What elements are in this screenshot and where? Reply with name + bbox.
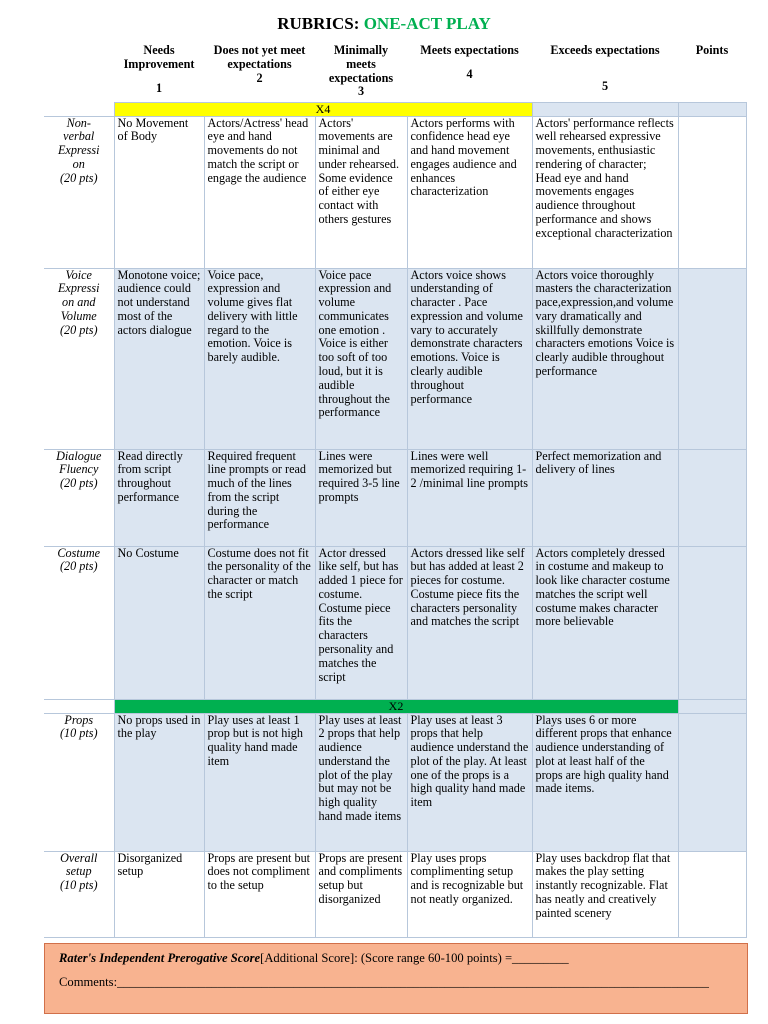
rater-score-box (44, 943, 748, 1014)
criterion-row (44, 713, 746, 851)
descriptor-cell: Read directly from script throughout performance (114, 449, 204, 546)
descriptor-cell: No props used in the play (114, 713, 204, 851)
descriptor-cell: Play uses at least 3 props that help audience understand the plot of the play. At least one of the props is a high quality hand made item (407, 713, 532, 851)
header-level-2: Does not yet meet expectations 2 (213, 43, 306, 85)
points-cell[interactable] (678, 546, 746, 699)
header-level-1: Needs Improvement 1 (123, 43, 195, 95)
points-cell[interactable] (678, 851, 746, 937)
criterion-label: Non- verbal Expressi on (20 pts) (44, 116, 114, 268)
points-cell[interactable] (678, 268, 746, 449)
descriptor-cell: No Costume (114, 546, 204, 699)
header-row (44, 44, 746, 102)
criterion-label: Costume (20 pts) (44, 546, 114, 699)
criterion-row (44, 116, 746, 268)
multiplier-row-x4 (44, 102, 746, 116)
descriptor-cell: Plays uses 6 or more different props that enhance audience understanding of plot at least half of the props are high quality hand made items. (532, 713, 678, 851)
multiplier-x4: X4 (114, 102, 532, 116)
header-level-5: Exceeds expectations 5 (550, 43, 660, 93)
descriptor-cell: Play uses at least 2 props that help audience understand the plot of the play but may not be high quality hand made items (315, 713, 407, 851)
points-cell[interactable] (678, 116, 746, 268)
descriptor-cell: Play uses props complimenting setup and is recognizable but not neatly organized. (407, 851, 532, 937)
descriptor-cell: Lines were memorized but required 3-5 line prompts (315, 449, 407, 546)
descriptor-cell: Play uses at least 1 prop but is not high quality hand made item (204, 713, 315, 851)
descriptor-cell: Disorganized setup (114, 851, 204, 937)
rater-score-range: [Additional Score]: (Score range 60-100 points) =_________ (260, 951, 569, 965)
descriptor-cell: Actors dressed like self but has added at least 2 pieces for costume. Costume piece fits the characters personality and matches the script (407, 546, 532, 699)
comments-line[interactable]: Comments:______________________________________________________________________________________________ (59, 975, 709, 989)
multiplier-row-x2 (44, 699, 746, 713)
descriptor-cell: No Movement of Body (114, 116, 204, 268)
descriptor-cell: Actors/Actress' head eye and hand movements do not match the script or engage the audience (204, 116, 315, 268)
header-level-3: Minimally meets expectations 3 (328, 43, 394, 99)
descriptor-cell: Monotone voice; audience could not understand most of the actors dialogue (114, 268, 204, 449)
descriptor-cell: Actors voice thoroughly masters the characterization pace,expression,and volume vary dramatically and skillfully demonstrate characters emotions Voice is clearly audible throughout performance (532, 268, 678, 449)
descriptor-cell: Voice pace expression and volume communicates one emotion . Voice is either too soft of too loud, but it is audible throughout the performance (315, 268, 407, 449)
header-level-4: Meets expectations 4 (420, 43, 519, 81)
points-cell[interactable] (678, 713, 746, 851)
page-title (0, 14, 768, 34)
criterion-label: Voice Expressi on and Volume (20 pts) (44, 268, 114, 449)
descriptor-cell: Actors performs with confidence head eye and hand movement engages audience and enhances characterization (407, 116, 532, 268)
criterion-row (44, 546, 746, 699)
criterion-row (44, 449, 746, 546)
rater-score-line[interactable] (59, 951, 569, 966)
header-points: Points (695, 43, 729, 57)
descriptor-cell: Actors completely dressed in costume and makeup to look like character costume matches the script well costume makes character more believable (532, 546, 678, 699)
rubric-table (44, 44, 747, 938)
criterion-label: Dialogue Fluency (20 pts) (44, 449, 114, 546)
descriptor-cell: Voice pace, expression and volume gives flat delivery with little regard to the emotion. Voice is barely audible. (204, 268, 315, 449)
descriptor-cell: Perfect memorization and delivery of lines (532, 449, 678, 546)
title-accent: ONE-ACT PLAY (363, 14, 491, 33)
descriptor-cell: Actors' performance reflects well rehearsed expressive movements, enthusiastic rendering of character; Head eye and hand movements engages audience throughout performance and shows exceptional characterization (532, 116, 678, 268)
descriptor-cell: Actors voice shows understanding of character . Pace expression and volume vary to accurately demonstrate characters emotions. Voice is clearly audible throughout performance (407, 268, 532, 449)
multiplier-x2: X2 (114, 699, 678, 713)
criterion-label: Overall setup (10 pts) (44, 851, 114, 937)
descriptor-cell: Costume does not fit the personality of the character or match the script (204, 546, 315, 699)
points-cell[interactable] (678, 449, 746, 546)
descriptor-cell: Required frequent line prompts or read much of the lines from the script during the performance (204, 449, 315, 546)
descriptor-cell: Actor dressed like self, but has added 1 piece for costume. Costume piece fits the characters personality and matches the script (315, 546, 407, 699)
header-empty (44, 44, 114, 102)
descriptor-cell: Props are present and compliments setup but disorganized (315, 851, 407, 937)
descriptor-cell: Lines were well memorized requiring 1-2 /minimal line prompts (407, 449, 532, 546)
criterion-row (44, 851, 746, 937)
title-prefix: RUBRICS: (277, 14, 364, 33)
descriptor-cell: Props are present but does not compliment to the setup (204, 851, 315, 937)
criterion-label: Props (10 pts) (44, 713, 114, 851)
descriptor-cell: Play uses backdrop flat that makes the play setting instantly recognizable. Flat has neatly and creatively painted scenery (532, 851, 678, 937)
rater-score-label: Rater's Independent Prerogative Score (59, 951, 261, 965)
descriptor-cell: Actors' movements are minimal and under rehearsed. Some evidence of either eye contact with others gestures (315, 116, 407, 268)
criterion-row (44, 268, 746, 449)
